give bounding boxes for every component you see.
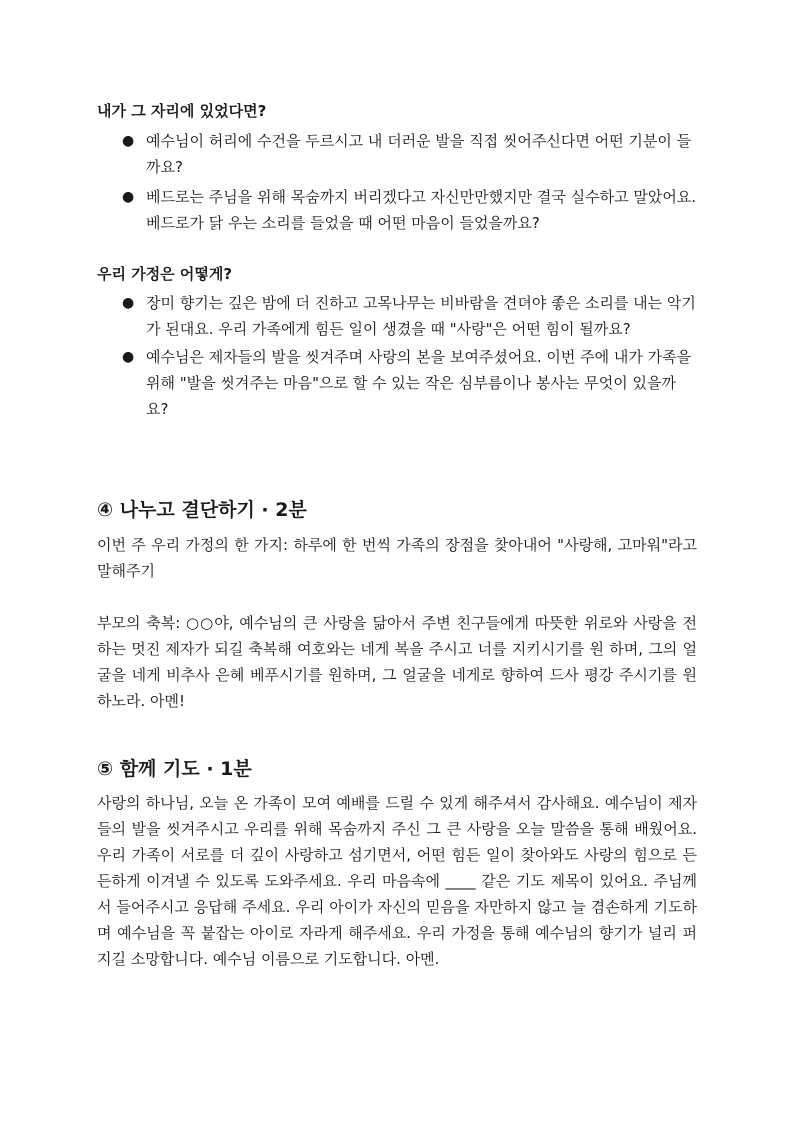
prayer-section [97,755,697,972]
reflect-list [97,128,697,236]
list-item-text: 베드로는 주님을 위해 목숨까지 버리겠다고 자신만만했지만 결국 실수하고 말았어요. 베드로가 닭 우는 소리를 들었을 때 어떤 마음이 들었을까요? [146,188,697,232]
share-section [97,496,697,714]
bullet-icon: ● [122,189,135,205]
family-section [97,262,697,422]
list-item [97,290,697,342]
prayer-text: 사랑의 하나님, 오늘 온 가족이 모여 예배를 드릴 수 있게 해주셔서 감사해요. 예수님이 제자들의 발을 씻겨주시고 우리를 위해 목숨까지 주신 그 큰 사랑을 오늘 말씀을 통해 배웠어요. 우리 가족이 서로를 더 깊이 사랑하고 섬기면서, 어떤 힘든 일이 찾아와도 사랑의 힘으로 든든하게 이겨낼 수 있도록 도와주세요. 우리 마음속에 ____ 같은 기도 제목이 있어요. 주님께서 들어주시고 응답해 주세요. 우리 아이가 자신의 믿음을 자만하지 않고 늘 겸손하게 기도하며 예수님을 꼭 붙잡는 아이로 자라게 해주세요. 우리 가정을 통해 예수님의 향기가 널리 퍼지길 소망합니다. 예수님 이름으로 기도합니다. 아멘. [97,794,697,968]
prayer-title: ⑤ 함께 기도 · 1분 [97,758,252,780]
list-item [97,184,697,236]
blessing-text: 부모의 축복: ○○야, 예수님의 큰 사랑을 닮아서 주변 친구들에게 따뜻한 위로와 사랑을 전하는 멋진 제자가 되길 축복해 여호와는 네게 복을 주시고 너를 지키시기를 원 하며, 그의 얼굴을 네게 비추사 은혜 베푸시기를 원하며, 그 얼굴을 네게로 향하여 드사 평강 주시기를 원하노라. 아멘! [97,614,697,710]
list-item-text: 예수님이 허리에 수건을 두르시고 내 더러운 발을 직접 씻어주신다면 어떤 기분이 들까요? [146,132,692,176]
reflect-section [97,99,697,236]
list-item [97,128,697,180]
list-item-text: 예수님은 제자들의 발을 씻겨주며 사랑의 본을 보여주셨어요. 이번 주에 내가 가족을 위해 "발을 씻겨주는 마음"으로 할 수 있는 작은 심부름이나 봉사는 무엇이 있을까요? [146,348,692,418]
family-list [97,290,697,422]
reflect-heading: 내가 그 자리에 있었다면? [97,102,267,120]
list-item [97,344,697,422]
bullet-icon: ● [122,133,135,149]
bullet-icon: ● [122,349,135,365]
family-heading: 우리 가정은 어떻게? [97,265,233,283]
commitment-text: 이번 주 우리 가정의 한 가지: 하루에 한 번씩 가족의 장점을 찾아내어 "사랑해, 고마워"라고 말해주기 [97,536,697,580]
bullet-icon: ● [122,295,135,311]
share-title: ④ 나누고 결단하기 · 2분 [97,499,307,521]
list-item-text: 장미 향기는 깊은 밤에 더 진하고 고목나무는 비바람을 견뎌야 좋은 소리를 내는 악기가 된대요. 우리 가족에게 힘든 일이 생겼을 때 "사랑"은 어떤 힘이 될까요? [146,294,696,338]
